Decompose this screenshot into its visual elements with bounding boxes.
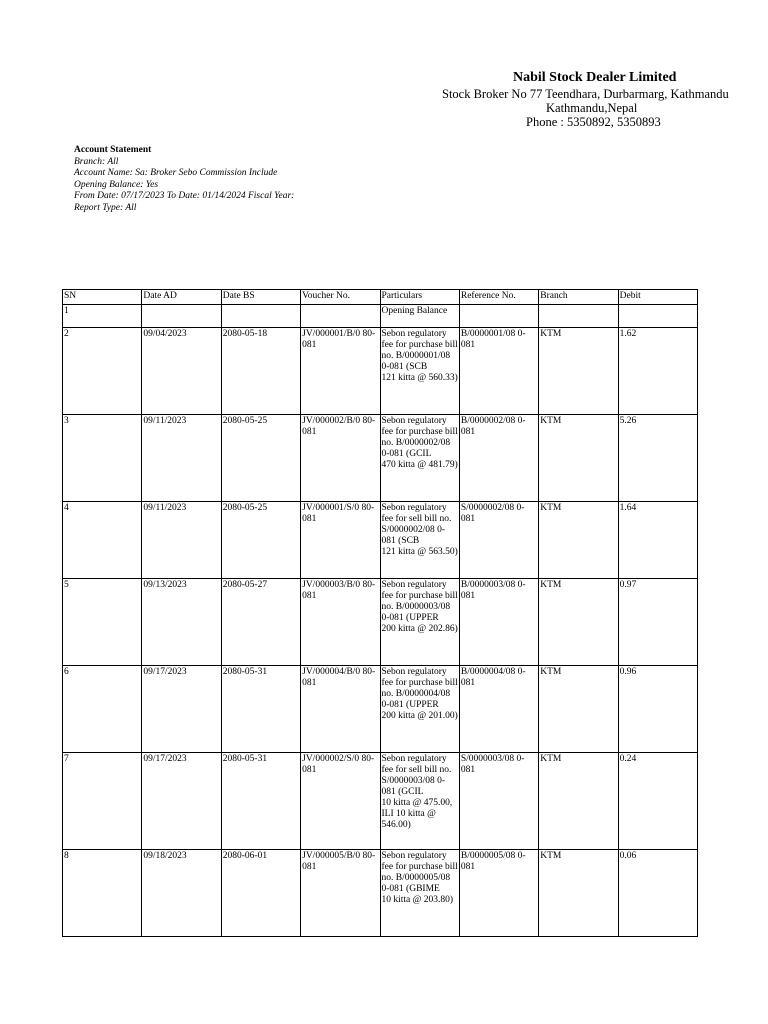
cell-branch [539,305,618,328]
cell-reference-no: B/0000001/08 0-081 [459,328,538,415]
cell-date-ad [142,305,221,328]
cell-voucher-no: JV/000005/B/0 80-081 [301,850,380,937]
cell-date-ad: 09/17/2023 [142,753,221,850]
table-row [63,502,698,579]
report-account-name: Account Name: Sa: Broker Sebo Commission Include [74,168,278,178]
cell-date-bs: 2080-06-01 [221,850,300,937]
cell-sn: 3 [63,415,142,502]
cell-date-bs: 2080-05-25 [221,502,300,579]
header-reference-no: Reference No. [459,290,538,305]
cell-sn: 2 [63,328,142,415]
cell-particulars: Sebon regulatory fee for purchase bill no. B/0000003/08 0-081 (UPPER 200 kitta @ 202.86) [380,579,459,666]
cell-date-ad: 09/11/2023 [142,502,221,579]
cell-branch: KTM [539,753,618,850]
header-sn: SN [63,290,142,305]
cell-date-ad: 09/11/2023 [142,415,221,502]
report-type: Report Type: All [74,202,137,213]
cell-voucher-no: JV/000001/S/0 80-081 [301,502,380,579]
table-row [63,328,698,415]
header-voucher-no: Voucher No. [301,290,380,305]
report-title: Account Statement [74,145,152,155]
header-date-bs: Date BS [221,290,300,305]
header-particulars: Particulars [380,290,459,305]
cell-reference-no: B/0000005/08 0-081 [459,850,538,937]
table-row [63,305,698,328]
cell-branch: KTM [539,579,618,666]
cell-debit: 0.97 [618,579,697,666]
report-info [74,145,294,214]
cell-reference-no [459,305,538,328]
company-address-line1: Stock Broker No 77 Teendhara, Durbarmarg, Kathmandu [442,87,729,101]
header-date-ad: Date AD [142,290,221,305]
cell-debit: 5.26 [618,415,697,502]
company-header [430,70,729,132]
cell-debit: 0.06 [618,850,697,937]
cell-date-ad: 09/18/2023 [142,850,221,937]
cell-particulars: Opening Balance [380,305,459,328]
statement-table [62,289,698,937]
cell-branch: KTM [539,850,618,937]
cell-date-bs [221,305,300,328]
cell-particulars: Sebon regulatory fee for purchase bill no. B/0000002/08 0-081 (GCIL 470 kitta @ 481.79) [380,415,459,502]
table-row [63,579,698,666]
cell-sn: 4 [63,502,142,579]
cell-date-bs: 2080-05-25 [221,415,300,502]
cell-sn: 8 [63,850,142,937]
company-phone: Phone : 5350892, 5350893 [526,115,661,129]
report-opening-balance: Opening Balance: Yes [74,179,159,190]
cell-voucher-no: JV/000003/B/0 80-081 [301,579,380,666]
cell-date-bs: 2080-05-31 [221,666,300,753]
cell-debit: 1.62 [618,328,697,415]
cell-reference-no: B/0000003/08 0-081 [459,579,538,666]
cell-particulars: Sebon regulatory fee for purchase bill no. B/0000005/08 0-081 (GBIME 10 kitta @ 203.80) [380,850,459,937]
cell-date-bs: 2080-05-18 [221,328,300,415]
cell-debit [618,305,697,328]
cell-reference-no: S/0000002/08 0-081 [459,502,538,579]
table-header-row [63,290,698,305]
cell-voucher-no: JV/000002/B/0 80-081 [301,415,380,502]
cell-date-bs: 2080-05-31 [221,753,300,850]
cell-debit: 0.96 [618,666,697,753]
header-debit: Debit [618,290,697,305]
cell-sn: 6 [63,666,142,753]
cell-debit: 0.24 [618,753,697,850]
table-row [63,753,698,850]
table-row [63,666,698,753]
statement-table-body [63,305,698,937]
cell-date-ad: 09/04/2023 [142,328,221,415]
cell-branch: KTM [539,328,618,415]
report-date-range: From Date: 07/17/2023 To Date: 01/14/2024 Fiscal Year: [74,191,295,201]
cell-branch: KTM [539,666,618,753]
header-branch: Branch [539,290,618,305]
cell-sn: 5 [63,579,142,666]
cell-debit: 1.64 [618,502,697,579]
cell-particulars: Sebon regulatory fee for sell bill no. S/0000002/08 0-081 (SCB 121 kitta @ 563.50) [380,502,459,579]
cell-particulars: Sebon regulatory fee for sell bill no. S/0000003/08 0-081 (GCIL 10 kitta @ 475.00, ILI 10 kitta @ 546.00) [380,753,459,850]
cell-reference-no: S/0000003/08 0-081 [459,753,538,850]
company-address-line2: Kathmandu,Nepal [546,101,638,115]
table-row [63,850,698,937]
cell-reference-no: B/0000002/08 0-081 [459,415,538,502]
cell-sn: 1 [63,305,142,328]
cell-branch: KTM [539,415,618,502]
cell-voucher-no: JV/000004/B/0 80-081 [301,666,380,753]
cell-reference-no: B/0000004/08 0-081 [459,666,538,753]
report-branch: Branch: All [74,156,119,167]
cell-particulars: Sebon regulatory fee for purchase bill no. B/0000001/08 0-081 (SCB 121 kitta @ 560.33) [380,328,459,415]
cell-date-ad: 09/13/2023 [142,579,221,666]
cell-voucher-no: JV/000002/S/0 80-081 [301,753,380,850]
cell-particulars: Sebon regulatory fee for purchase bill no. B/0000004/08 0-081 (UPPER 200 kitta @ 201.00) [380,666,459,753]
table-row [63,415,698,502]
cell-branch: KTM [539,502,618,579]
cell-date-bs: 2080-05-27 [221,579,300,666]
cell-voucher-no: JV/000001/B/0 80-081 [301,328,380,415]
company-name: Nabil Stock Dealer Limited [513,70,677,85]
cell-sn: 7 [63,753,142,850]
cell-date-ad: 09/17/2023 [142,666,221,753]
cell-voucher-no [301,305,380,328]
